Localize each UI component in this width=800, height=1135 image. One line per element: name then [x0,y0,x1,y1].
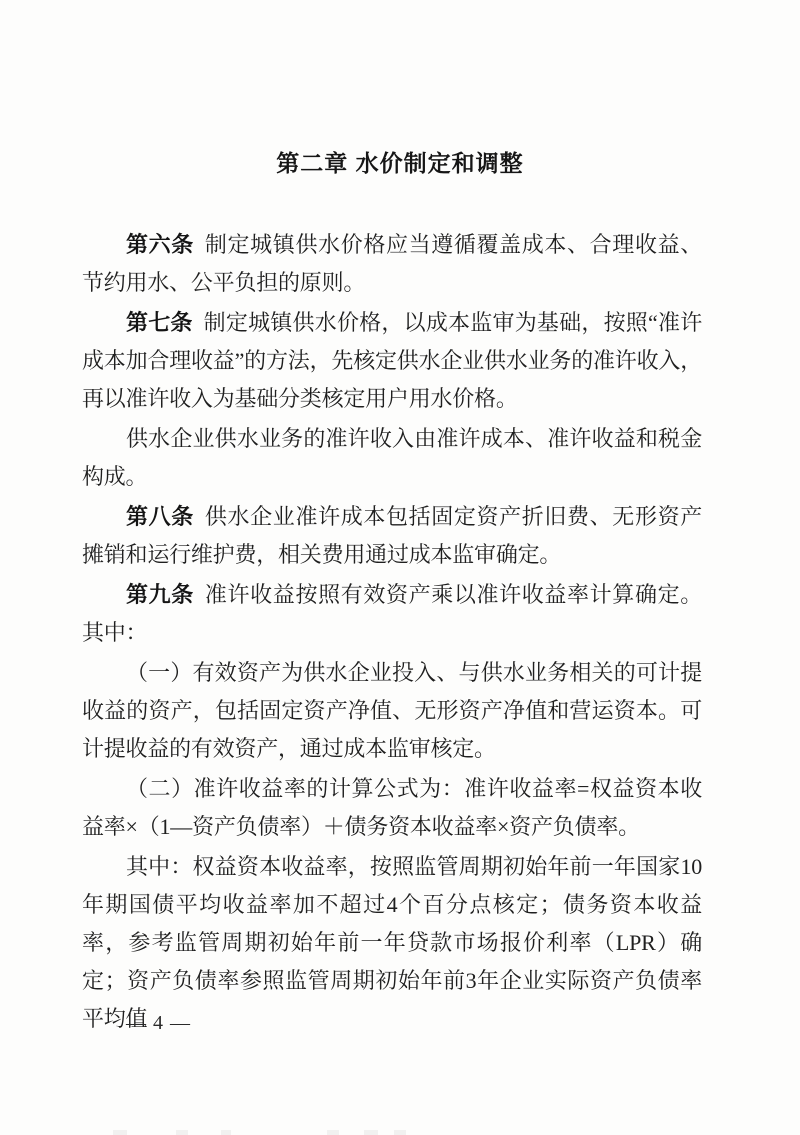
paragraph-text: （二）准许收益率的计算公式为：准许收益率=权益资本收益率×（1—资产负债率）＋债务资本收益率×资产负债率。 [82,776,702,839]
scan-artifact [0,1129,800,1135]
chapter-title: 第二章 水价制定和调整 [276,150,524,176]
document-body [82,226,702,1040]
paragraph-article-7 [82,304,702,418]
paragraph-text: 供水企业供水业务的准许收入由准许成本、准许收益和税金构成。 [82,426,702,489]
paragraph-item-1 [82,654,702,768]
article-number-label: 第九条 [126,582,194,607]
paragraph-text: 制定城镇供水价格应当遵循覆盖成本、合理收益、节约用水、公平负担的原则。 [82,232,702,295]
page-number: — 4 — [126,1012,191,1034]
paragraph-article-8 [82,498,702,574]
paragraph-text: 其中：权益资本收益率，按照监管周期初始年前一年国家10年期国债平均收益率加不超过4个百分点核定；债务资本收益率，参考监管周期初始年前一年贷款市场报价利率（LPR）确定；资产负债率参照监管周期初始年前3年企业实际资产负债率平均值 [82,854,702,1031]
paragraph-text: 制定城镇供水价格，以成本监审为基础，按照“准许成本加合理收益”的方法，先核定供水企业供水业务的准许收入，再以准许收入为基础分类核定用户用水价格。 [82,310,702,411]
article-number-label: 第六条 [126,232,194,257]
paragraph-text: 供水企业准许成本包括固定资产折旧费、无形资产摊销和运行维护费，相关费用通过成本监审确定。 [82,504,702,567]
article-number-label: 第七条 [126,310,193,335]
paragraph-article-9 [82,576,702,652]
paragraph-text: 准许收益按照有效资产乘以准许收益率计算确定。其中： [82,582,702,645]
article-number-label: 第八条 [126,504,194,529]
paragraph-text: （一）有效资产为供水企业投入、与供水业务相关的可计提收益的资产，包括固定资产净值、无形资产净值和营运资本。可计提收益的有效资产，通过成本监审核定。 [82,660,702,761]
paragraph-item-2 [82,770,702,846]
paragraph-article-6 [82,226,702,302]
paragraph-article-7-continued [82,420,702,496]
